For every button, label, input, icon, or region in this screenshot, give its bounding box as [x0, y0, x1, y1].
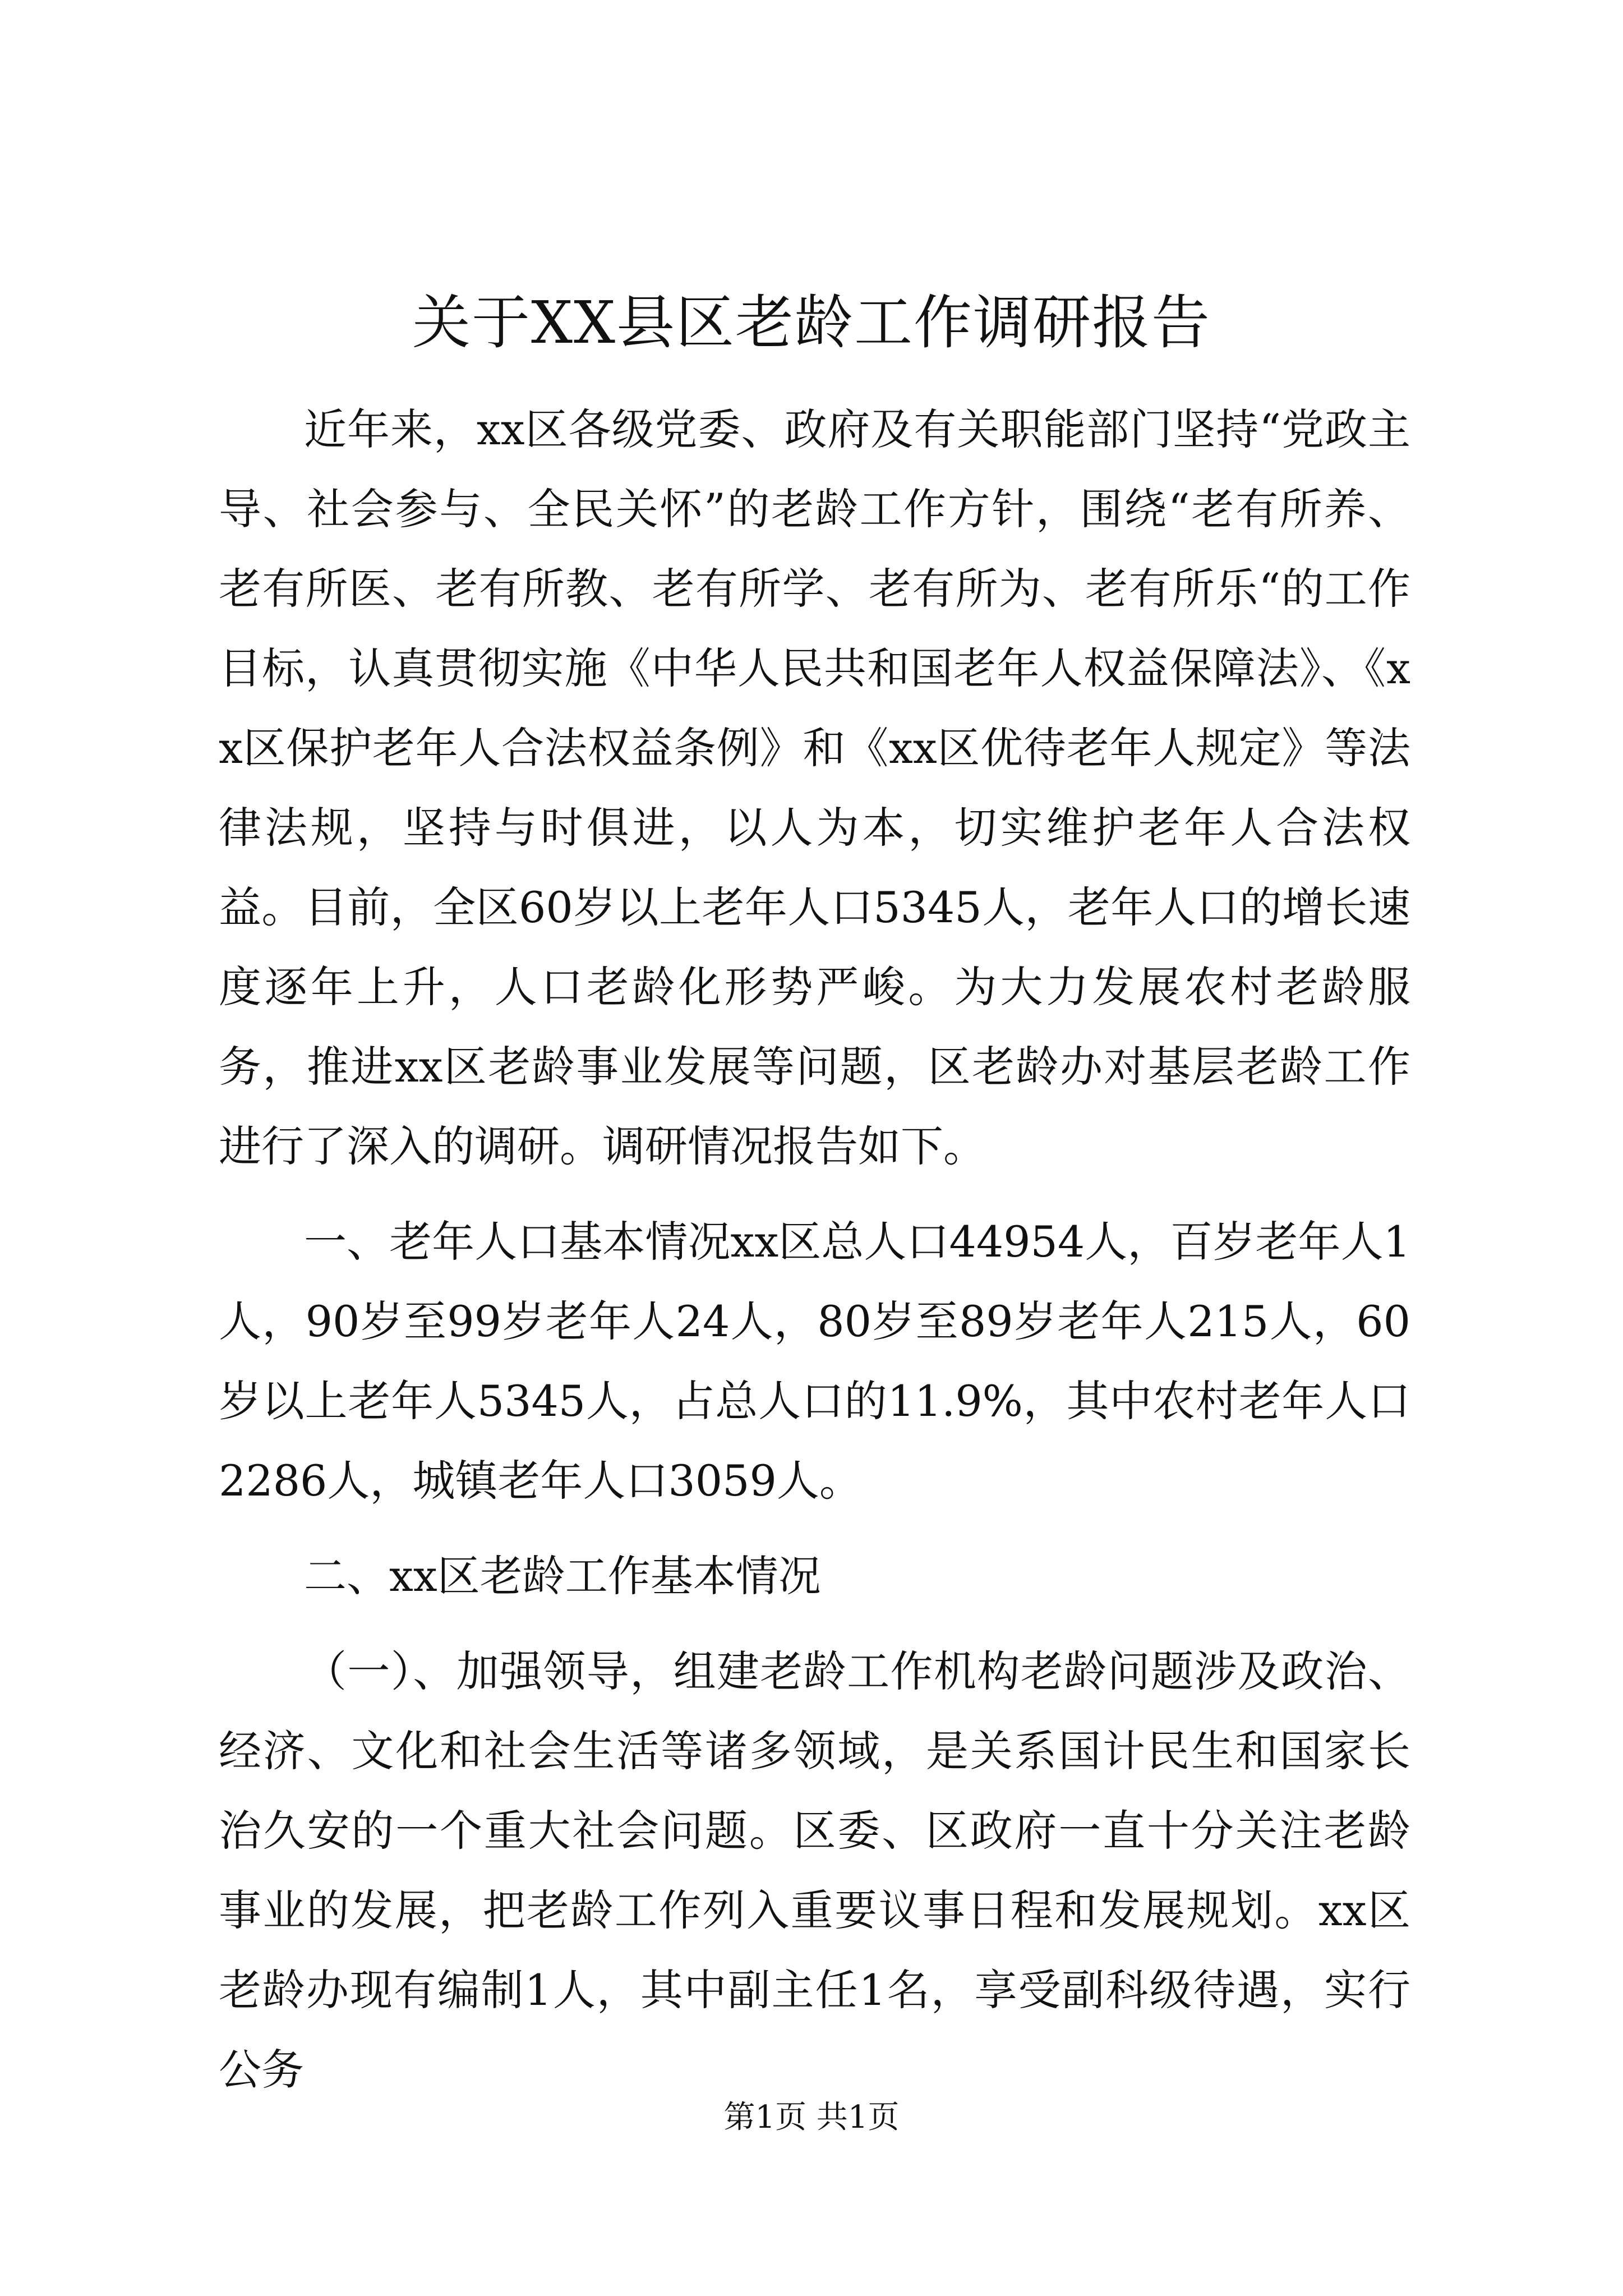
document-title: 关于XX县区老龄工作调研报告 [412, 288, 1211, 357]
paragraph-section-heading: 二、xx区老龄工作基本情况 [304, 1551, 821, 1601]
paragraph-intro: 近年来，xx区各级党委、政府及有关职能部门坚持“党政主导、社会参与、全民关怀”的老龄工作方针，围绕“老有所养、老有所医、老有所教、老有所学、老有所为、老有所乐“的工作目标，认真贯彻实施《中华人民共和国老年人权益保障法》、《xx区保护老年人合法权益条例》和《xx区优待老年人规定》等法律法规，坚持与时俱进，以人为本，切实维护老年人合法权益。目前，全区60岁以上老年人口5345人，老年人口的增长速度逐年上升，人口老龄化形势严峻。为大力发展农村老龄服务，推进xx区老龄事业发展等问题，区老龄办对基层老龄工作进行了深入的调研。调研情况报告如下。 [219, 404, 1410, 1171]
paragraph-population: 一、老年人口基本情况xx区总人口44954人，百岁老年人1人，90岁至99岁老年人24人，80岁至89岁老年人215人，60岁以上老年人5345人，占总人口的11.9%，其中农村老年人口2286人，城镇老年人口3059人。 [219, 1217, 1410, 1506]
page-footer: 第1页 共1页 [723, 2099, 900, 2136]
document-body [219, 390, 1410, 2110]
paragraph-leadership: （一）、加强领导，组建老龄工作机构老龄问题涉及政治、经济、文化和社会生活等诸多领域，是关系国计民生和国家长治久安的一个重大社会问题。区委、区政府一直十分关注老龄事业的发展，把老龄工作列入重要议事日程和发展规划。xx区老龄办现有编制1人，其中副主任1名，享受副科级待遇，实行公务 [219, 1646, 1410, 2095]
